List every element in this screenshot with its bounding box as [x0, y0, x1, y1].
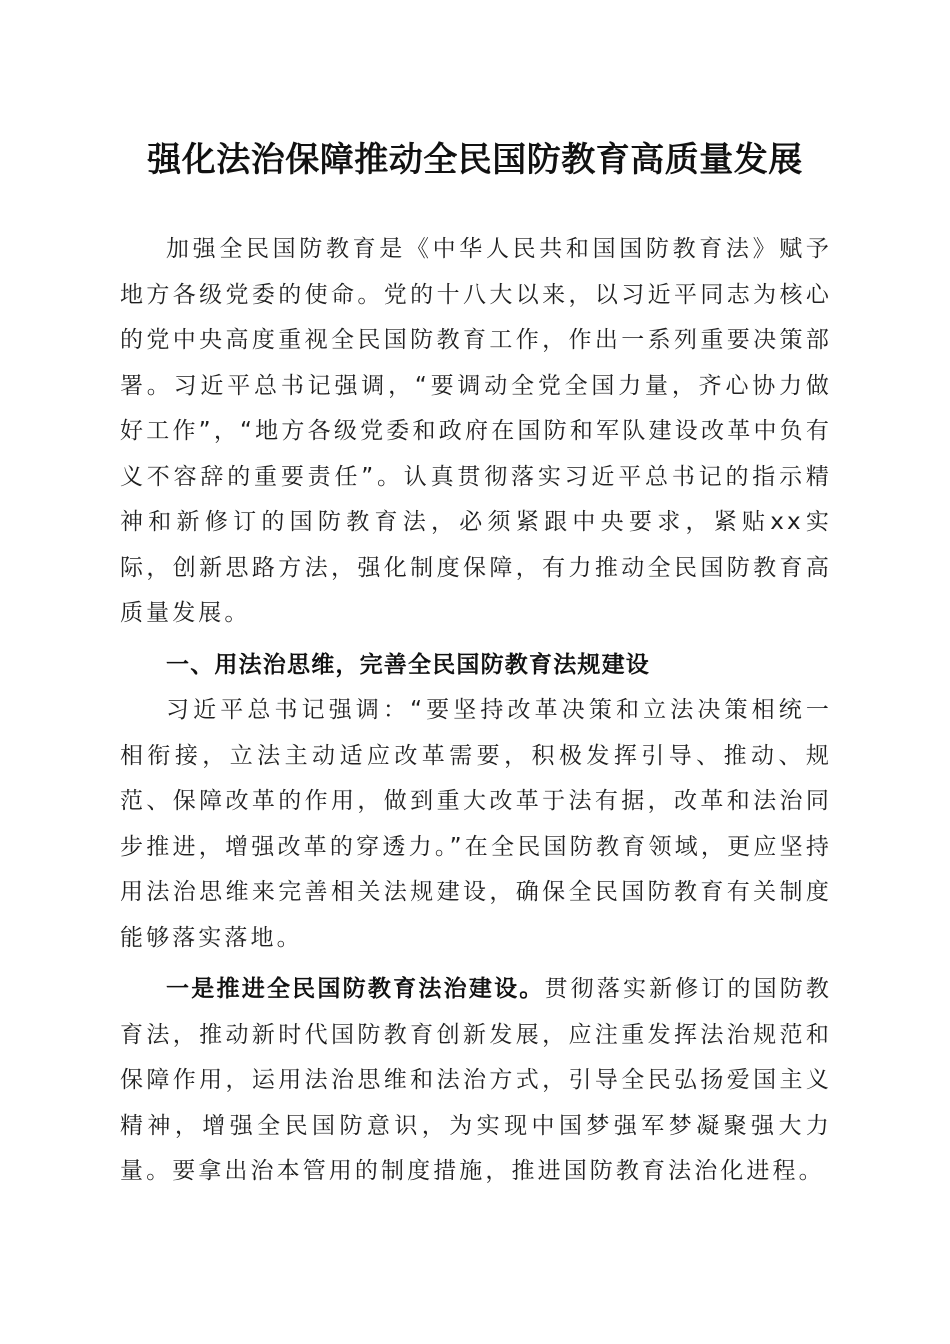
point-one-paragraph — [120, 967, 832, 1195]
point-one-lead: 一是推进全民国防教育法治建设。 — [166, 976, 545, 1002]
section-heading: 一、用法治思维，完善全民国防教育法规建设 — [166, 651, 650, 678]
intro-paragraph: 加强全民国防教育是《中华人民共和国国防教育法》赋予地方各级党委的使命。党的十八大以来，以习近平同志为核心的党中央高度重视全民国防教育工作，作出一系列重要决策部署。习近平总书记强调，“要调动全党全国力量，齐心协力做好工作”，“地方各级党委和政府在国防和军队建设改革中负有义不容辞的重要责任”。认真贯彻落实习近平总书记的指示精神和新修订的国防教育法，必须紧跟中央要求，紧贴xx实际，创新思路方法，强化制度保障，有力推动全民国防教育高质量发展。 — [120, 236, 832, 626]
section-paragraph: 习近平总书记强调：“要坚持改革决策和立法决策相统一相衔接，立法主动适应改革需要，积极发挥引导、推动、规范、保障改革的作用，做到重大改革于法有据，改革和法治同步推进，增强改革的穿透力。”在全民国防教育领域，更应坚持用法治思维来完善相关法规建设，确保全民国防教育有关制度能够落实落地。 — [120, 697, 832, 951]
document-title: 强化法治保障推动全民国防教育高质量发展 — [147, 140, 803, 180]
point-one-text: 贯彻落实新修订的国防教育法，推动新时代国防教育创新发展，应注重发挥法治规范和保障作用，运用法治思维和法治方式，引导全民弘扬爱国主义精神，增强全民国防意识，为实现中国梦强军梦凝聚强大力量。要拿出治本管用的制度措施，推进国防教育法治化进程。 — [120, 976, 833, 1184]
document-body — [120, 227, 832, 1195]
